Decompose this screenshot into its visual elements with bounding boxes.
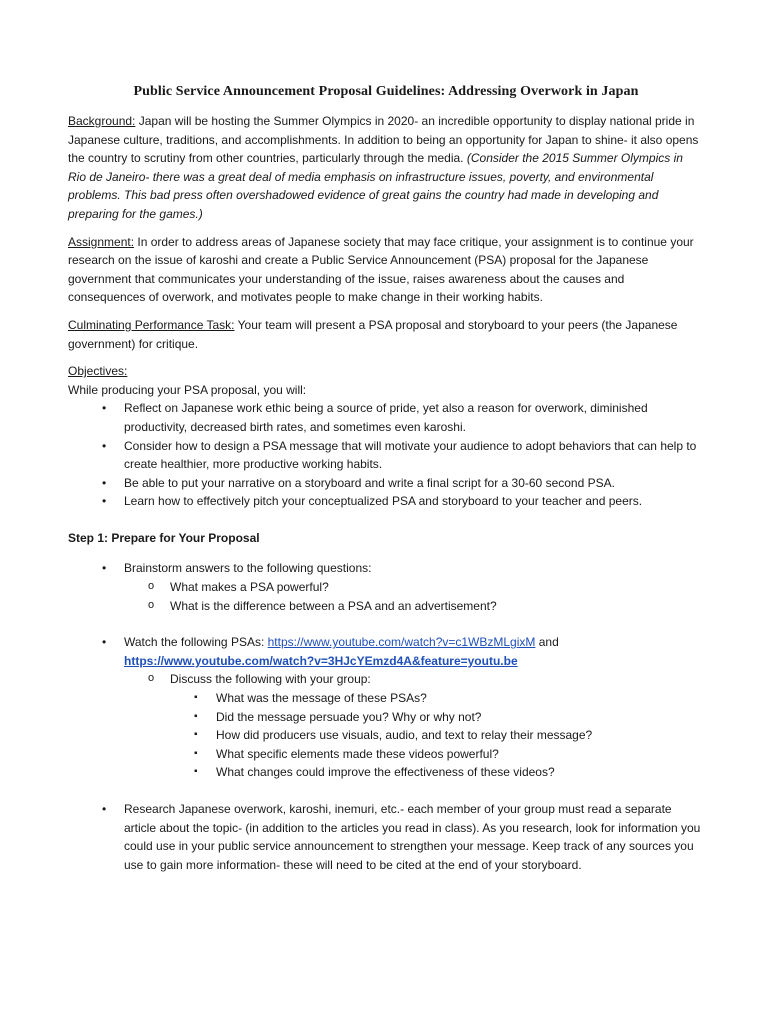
list-item: • Reflect on Japanese work ethic being a source of pride, yet also a reason for overwork, diminished productivity, decreased birth rates, and sometimes even karoshi. [68, 399, 704, 436]
list-item: ▪ What changes could improve the effectiveness of these videos? [170, 763, 704, 782]
brainstorm-sublist [124, 578, 704, 615]
objectives-intro: While producing your PSA proposal, you will: [68, 382, 307, 397]
task-paragraph [68, 316, 704, 353]
objectives-list [68, 399, 704, 511]
spacer [68, 782, 704, 800]
assignment-text: In order to address areas of Japanese society that may face critique, your assignment is to continue your research on the issue of karoshi and create a Public Service Announcement (PSA) proposal for the Japanese government that communicates your understanding of the issue, raises awareness about the causes and consequences of overwork, and motivates people to make change in their working habits. [68, 234, 694, 305]
list-item: o What makes a PSA powerful? [124, 578, 704, 597]
task-text: Your team will present a PSA proposal and storyboard to your peers (the Japanese government) for critique. [68, 317, 678, 351]
background-label: Background: [68, 114, 136, 128]
step1-list [68, 559, 704, 874]
watch-and: and [535, 635, 559, 650]
list-item: o What is the difference between a PSA and an advertisement? [124, 597, 704, 616]
list-item: • Be able to put your narrative on a storyboard and write a final script for a 30-60 second PSA. [68, 474, 704, 493]
background-text: Japan will be hosting the Summer Olympics in 2020- an incredible opportunity to display national pride in Japanese culture, traditions, and accomplishments. In addition to being an opportunity for Japan to shine- it also opens the country to scrutiny from other countries, particularly through the media. [68, 114, 699, 166]
background-italic: (Consider the 2015 Summer Olympics in Rio de Janeiro- there was a great deal of media emphasis on infrastructure issues, poverty, and environmental problems. This bad press often overshadowed evidence of great gains the country had made in developing and preparing for the games.) [68, 151, 683, 221]
list-item: ▪ How did producers use visuals, audio, and text to relay their message? [170, 726, 704, 745]
list-item: ▪ What was the message of these PSAs? [170, 689, 704, 708]
list-item-research: • Research Japanese overwork, karoshi, inemuri, etc.- each member of your group must read a separate article about the topic- (in addition to the articles you read in class). As you research, look for information you could use in your public service announcement to strengthen your message. Keep track of any sources you use to gain more information- these will need to be cited at the end of your storyboard. [68, 800, 704, 874]
list-item: ▪ What specific elements made these videos powerful? [170, 745, 704, 764]
assignment-label: Assignment: [68, 234, 135, 249]
psa-link-2[interactable]: https://www.youtube.com/watch?v=3HJcYEmzd4A&feature=youtu.be [124, 653, 518, 668]
discuss-sublist [124, 670, 704, 782]
task-label: Culminating Performance Task: [68, 317, 235, 332]
brainstorm-text: Brainstorm answers to the following questions: [124, 561, 372, 576]
list-item: • Learn how to effectively pitch your conceptualized PSA and storyboard to your teacher and peers. [68, 492, 704, 511]
psa-link-1[interactable]: https://www.youtube.com/watch?v=c1WBzMLgixM [267, 635, 536, 650]
discuss-questions [170, 689, 704, 782]
list-item: • Consider how to design a PSA message that will motivate your audience to adopt behaviors that can help to create healthier, more productive working habits. [68, 437, 704, 474]
discuss-text: Discuss the following with your group: [170, 672, 371, 687]
assignment-paragraph [68, 233, 704, 307]
document-title: Public Service Announcement Proposal Guidelines: Addressing Overwork in Japan [133, 84, 639, 99]
objectives-label: Objectives: [68, 364, 128, 379]
spacer [68, 615, 704, 633]
list-item-watch [68, 633, 704, 782]
list-item-brainstorm [68, 559, 704, 615]
step1-heading: Step 1: Prepare for Your Proposal [68, 530, 260, 545]
watch-prefix: Watch the following PSAs: [124, 635, 268, 650]
list-item-discuss [124, 670, 704, 782]
background-paragraph [68, 112, 704, 224]
list-item: ▪ Did the message persuade you? Why or why not? [170, 708, 704, 727]
